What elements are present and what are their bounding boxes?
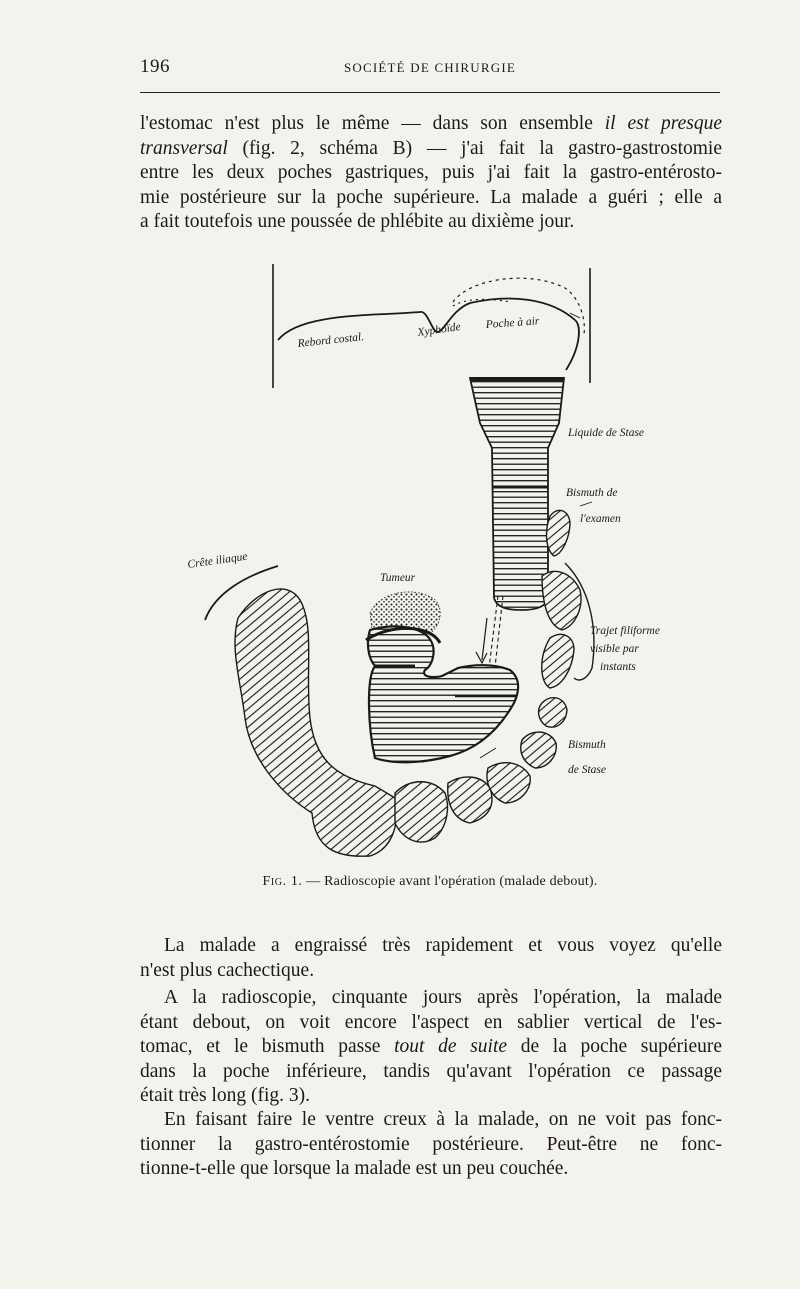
paragraph-1-line-2: transversal (fig. 2, schéma B) — j'ai fait la gastro-gastrostomie [140, 137, 722, 159]
paragraph-1-line-1: l'estomac n'est plus le même — dans son ensemble il est presque [140, 113, 722, 134]
paragraph-4-line-3: tionne-t-elle que lorsque la malade est un peu couchée. [140, 1158, 569, 1179]
page-header [140, 52, 720, 82]
paragraph-4-line-1: En faisant faire le ventre creux à la malade, on ne voit pas fonc- [164, 1109, 722, 1130]
paragraph-3-line-3: tomac, et le bismuth passe tout de suite de la poche supérieure [140, 1036, 722, 1057]
paragraph-2-line-2: n'est plus cachectique. [140, 959, 315, 981]
paragraph-4 [140, 1108, 722, 1182]
label-poche-a-air: Poche à air [485, 315, 540, 331]
caption-text: — Radioscopie avant l'opération (malade debout). [302, 874, 598, 889]
paragraph-3-line-1: A la radioscopie, cinquante jours après l'opération, la malade [164, 987, 722, 1008]
page-number: 196 [140, 56, 170, 77]
label-bismuth-stase-2: de Stase [568, 764, 607, 776]
lower-stomach-pouch [366, 626, 518, 762]
emphasis-presque: il est presque [604, 113, 722, 134]
paragraph-3-line-5: était très long (fig. 3). [140, 1085, 311, 1106]
label-crete-iliaque: Crête iliaque [186, 550, 249, 571]
label-tumeur: Tumeur [380, 572, 416, 584]
label-rebord-costal: Rebord costal. [297, 331, 365, 350]
paragraph-1-line-5: a fait toutefois une poussée de phlébite au dixième jour. [140, 211, 575, 232]
paragraph-3 [140, 986, 722, 1109]
paragraph-1-line-4: mie postérieure sur la poche supérieure. La malade a guéri ; elle a [140, 186, 722, 208]
label-trajet-1: Trajet filiforme [590, 625, 660, 637]
paragraph-2-line-1: La malade a engraissé très rapidement et vous voyez qu'elle [164, 935, 722, 956]
running-title: SOCIÉTÉ DE CHIRURGIE [343, 60, 517, 75]
label-liquide-de-stase: Liquide de Stase [568, 427, 645, 439]
figure-caption [140, 874, 720, 890]
label-xyphoide: Xyphoïde [416, 321, 462, 339]
paragraph-1-line-3: entre les deux poches gastriques, puis j'ai fait la gastro-entérosto- [140, 162, 722, 183]
figure-1-radioscopy-drawing [170, 258, 690, 863]
paragraph-3-line-4: dans la poche inférieure, tandis qu'avant l'opération ce passage [140, 1060, 722, 1082]
caption-figure-number: Fig. 1. [262, 874, 303, 889]
paragraph-4-line-2: tionner la gastro-entérostomie postérieure. Peut-être ne fonc- [140, 1133, 722, 1155]
label-bismuth-examen-1: Bismuth de [566, 487, 618, 499]
paragraph-1 [140, 112, 722, 235]
label-trajet-3: instants [600, 661, 636, 673]
header-rule [140, 92, 720, 93]
emphasis-transversal: transversal [140, 137, 228, 159]
paragraph-3-line-2: étant debout, on voit encore l'aspect en sablier vertical de l'es- [140, 1011, 722, 1033]
label-trajet-2: visible par [590, 643, 639, 655]
paragraph-2 [140, 934, 722, 983]
label-bismuth-examen-2: l'examen [580, 513, 621, 525]
emphasis-tout-de-suite: tout de suite [394, 1036, 508, 1057]
label-bismuth-stase-1: Bismuth [568, 739, 606, 751]
passage-arrow [476, 596, 503, 676]
